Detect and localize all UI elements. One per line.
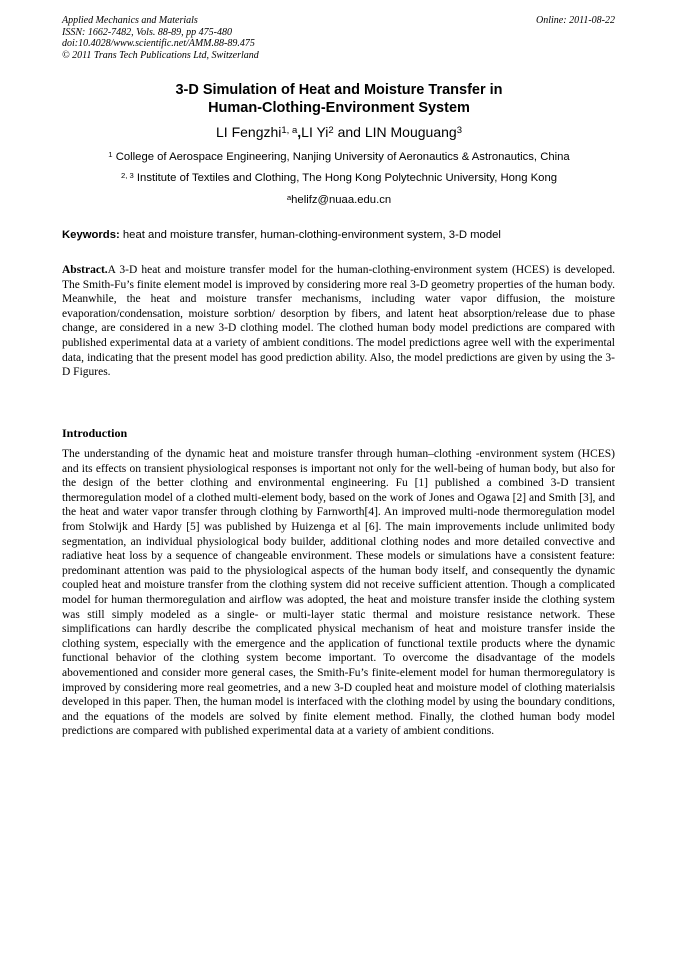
affiliation-mark: 1 [108,149,113,159]
abstract-text: A 3-D heat and moisture transfer model for the human-clothing-environment system (HCES) is developed. The Smith-Fu’s finite element model is improved by considering more real 3-D geometry properties of the human body. Meanwhile, the heat and moisture transfer mechanisms, including water vapor diffusion, the moisture evaporation/condensation, moisture sorbtion/ desorption by fibers, and latent heat absorption/release due to phase change, are considered in a new 3-D clothing model. The clothed human body model predictions are compared with published experimental data at a variety of ambient conditions. The model predictions agree well with the experimental data, indicating that the present model has good prediction ability. Also, the model predictions are given by using the 3-D Figures. [62,264,615,379]
journal-doi: doi:10.4028/www.scientific.net/AMM.88-89.475 [62,38,255,49]
journal-copyright: © 2011 Trans Tech Publications Ltd, Switzerland [62,49,259,61]
author-name: LI Yi [301,124,329,140]
journal-name: Applied Mechanics and Materials [62,15,198,26]
author-affiliation-mark: 2 [328,124,334,136]
author-list [0,123,678,141]
author-name: LI Fengzhi [216,124,282,140]
paper-title-line-1: 3-D Simulation of Heat and Moisture Transfer in [175,82,503,98]
author-email: helifz@nuaa.edu.cn [291,194,392,206]
abstract [62,263,615,380]
paper-title-line-2: Human-Clothing-Environment System [208,100,470,116]
author-separator: , [297,124,302,140]
online-date: Online: 2011-08-22 [536,15,615,26]
journal-header [62,15,615,61]
affiliation-mark: 2, 3 [120,170,134,180]
affiliation-email [0,193,678,207]
section-heading-introduction: Introduction [62,426,128,440]
author-affiliation-mark: 1, a [281,124,298,136]
keywords-text: heat and moisture transfer, human-clothing-environment system, 3-D model [119,229,501,241]
paper-title [0,81,678,117]
author-separator: and [333,124,365,140]
affiliation-mark: a [286,192,292,202]
affiliation-1 [0,150,678,164]
introduction-paragraph: The understanding of the dynamic heat and moisture transfer through human–clothing -environment system (HCES) and its effects on transient physiological responses is important not only for the well-being of human body, but also for the design of the better clothing and environmental engineering. Fu [1] published a combined 3-D transient thermoregulation model of a clothed multi-element body, based on the work of Jones and Ogawa [2] and Smith [3], and the heat and water vapor transfer through clothing by Farnworth[4]. An improved multi-node thermoregulation model from Stolwijk and Hardy [5] was published by Huizenga et al [6]. The main improvements include unlimited body segmentation, an individual physiological body builder, additional clothing nodes and more detailed convective and radiative heat loss by a sequence of changeable environment. These models or simulations have a consistent feature: predominant attention was paid to the physiological aspects of the human body itself, and consequently the dynamic coupled heat and moisture transfer from the clothing system did not receive sufficient attention. Though a complicated model for human thermoregulation and airflow was adopted, the heat and moisture transfer inside the clothing system was still simply modeled as a single- or multi-layer static thermal and moisture resistance network. These simplifications can hardly describe the complicated physical mechanism of heat and moisture transfer inside the clothing system, especially with the emergence and the application of functional textile products where the dynamic functional behavior of the clothing system become important. To overcome the disadvantage of the models abovementioned and consider more general cases, the Smith-Fu’s finite-element model for human thermoregulatory is improved by considering more real geometries, and a new 3-D coupled heat and moisture model of clothing materialsis developed in this paper. Then, the human model is interfaced with the clothing model by using the boundary conditions, and the equations of the models are solved by finite element method. Finally, the clothed human body model predictions are compared with published experimental data at a variety of ambient conditions. [62,448,615,738]
affiliation-text: Institute of Textiles and Clothing, The Hong Kong Polytechnic University, Hong Kong [136,172,558,184]
abstract-label: Abstract. [62,264,108,276]
affiliation-2 [0,171,678,185]
author-name: LIN Mouguang [364,124,457,140]
keywords-label: Keywords: [62,229,120,241]
keywords [62,228,622,242]
journal-issn: ISSN: 1662-7482, Vols. 88-89, pp 475-480 [62,26,232,38]
affiliation-text: College of Aerospace Engineering, Nanjing University of Aeronautics & Astronautics, China [115,151,570,163]
author-affiliation-mark: 3 [456,124,462,136]
